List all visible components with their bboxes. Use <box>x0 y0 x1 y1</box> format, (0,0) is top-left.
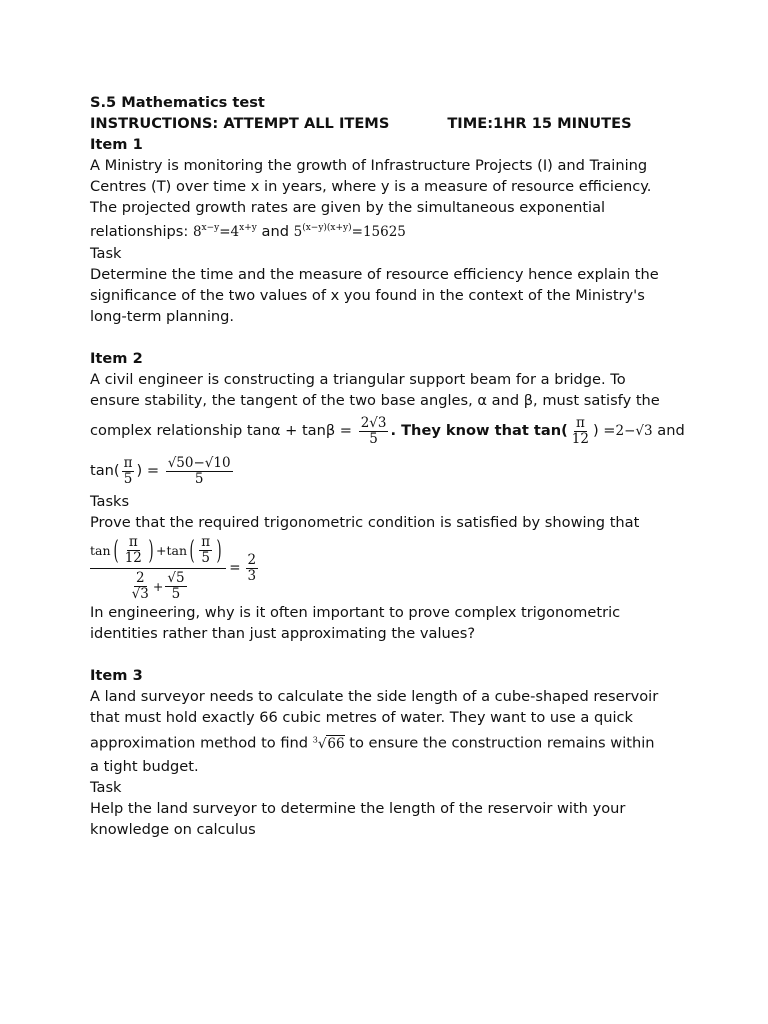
tan-text: tan <box>90 543 111 558</box>
spacer <box>90 327 690 348</box>
plus-sign: + <box>152 579 164 594</box>
fraction-denominator: 3 <box>247 568 257 584</box>
equation2-rhs: =15625 <box>351 224 406 240</box>
item2-line: A civil engineer is constructing a triangular support beam for a bridge. To <box>90 371 626 388</box>
item2-heading: Item 2 <box>90 350 143 367</box>
item3-line: a tight budget. <box>90 757 199 775</box>
fraction-pi-over-12 <box>123 535 144 566</box>
relationship-mid: . They know that tan( <box>390 422 568 439</box>
fraction-pi-over-5 <box>199 535 212 566</box>
item1-equations-line <box>90 218 690 243</box>
item3-task-line: Help the land surveyor to determine the length of the reservoir with your <box>90 799 626 817</box>
fraction-numerator: 2√3 <box>360 414 387 431</box>
item1-task-label: Task <box>90 245 122 262</box>
item3-heading: Item 3 <box>90 667 143 684</box>
fraction-2root3-over-5 <box>359 416 389 447</box>
line-suffix: to ensure the construction remains within <box>344 734 655 752</box>
right-paren: ) <box>216 535 222 566</box>
tan-text: tan <box>166 543 188 558</box>
item2-line: ensure stability, the tangent of the two base angles, α and β, must satisfy the <box>90 392 660 409</box>
relationship-after: ) = <box>592 422 616 439</box>
item2-question-line: In engineering, why is it often important to prove complex trigonometric <box>90 604 621 621</box>
fraction-2-over-root3 <box>130 571 151 602</box>
fraction-denominator: 5 <box>194 470 204 487</box>
proof-denominator <box>128 569 189 602</box>
fraction-denominator: √3 <box>131 586 149 602</box>
item3-task-line: knowledge on calculus <box>90 820 256 838</box>
fraction-numerator: π <box>575 414 585 431</box>
item3-line: that must hold exactly 66 cubic metres of water. They want to use a quick <box>90 709 634 726</box>
item1-line: The projected growth rates are given by the simultaneous exponential <box>90 199 606 216</box>
fraction-2-over-3 <box>246 553 259 584</box>
item3-task-label: Task <box>90 778 122 796</box>
root-value: 66 <box>327 735 345 752</box>
fraction-denominator: 5 <box>201 550 210 566</box>
item1-task-line: significance of the two values of x you found in the context of the Ministry's <box>90 287 645 304</box>
fraction-pi-over-12 <box>570 416 591 447</box>
document-page <box>90 92 690 840</box>
item1-heading: Item 1 <box>90 136 143 153</box>
fraction-denominator: 5 <box>369 430 378 447</box>
fraction-numerator: π <box>201 534 211 550</box>
fraction-numerator: π <box>128 534 138 550</box>
tan-pi-12-value: 2−√3 <box>615 423 653 439</box>
relationship-prefix: complex relationship tanα + tanβ = <box>90 422 357 439</box>
item1-line-prefix: relationships: <box>90 223 193 240</box>
instructions-row <box>90 113 690 134</box>
equation2-base: 5 <box>293 224 303 240</box>
plus-sign: + <box>156 543 167 558</box>
proof-equation <box>90 535 690 602</box>
page-title: S.5 Mathematics test <box>90 94 265 111</box>
fraction-numerator: 2 <box>135 570 145 586</box>
fraction-numerator: 2 <box>247 552 257 568</box>
item1-task-line: long-term planning. <box>90 308 235 325</box>
fraction-root5-over-5 <box>165 571 186 602</box>
time-text: TIME:1HR 15 MINUTES <box>447 115 632 132</box>
item2-tan-pi-5-line <box>90 451 690 491</box>
instructions-text: INSTRUCTIONS: ATTEMPT ALL ITEMS <box>90 115 390 132</box>
and-text: and <box>256 223 294 240</box>
line-prefix: approximation method to find <box>90 734 313 752</box>
fraction-denominator: 5 <box>123 470 133 487</box>
proof-main-fraction <box>90 535 226 602</box>
equation1-base: 8 <box>192 224 202 240</box>
item2-question-line: identities rather than just approximating the values? <box>90 625 476 642</box>
equation1-exponent2: x+y <box>239 223 257 233</box>
equals-sign: = <box>229 560 241 576</box>
item3-cube-root-line <box>90 728 690 756</box>
fraction-denominator: 5 <box>171 586 181 602</box>
tan-mid: ) = <box>136 462 164 479</box>
root-index: 3 <box>312 735 318 744</box>
item1-line: A Ministry is monitoring the growth of Infrastructure Projects (I) and Training <box>90 157 648 174</box>
equation1-mid: =4 <box>219 224 240 240</box>
item2-tasks-label: Tasks <box>90 493 130 510</box>
fraction-numerator: π <box>123 454 133 471</box>
item2-task-line: Prove that the required trigonometric condition is satisfied by showing that <box>90 514 640 531</box>
fraction-root50-minus-root10-over-5 <box>166 456 233 487</box>
fraction-denominator: 12 <box>571 430 589 447</box>
proof-numerator <box>90 535 226 569</box>
equation2-exponent: (x−y)(x+y) <box>302 223 352 233</box>
left-paren: ( <box>189 535 195 566</box>
item2-relationship-line <box>90 411 690 451</box>
left-paren: ( <box>113 535 119 566</box>
fraction-pi-over-5 <box>122 456 135 487</box>
fraction-numerator: √5 <box>167 570 185 586</box>
tan-prefix: tan( <box>90 462 120 479</box>
fraction-numerator: √50−√10 <box>167 454 231 471</box>
cube-root-66: $^3$√66 <box>312 735 345 752</box>
equation1-exponent: x−y <box>201 223 220 233</box>
item1-line: Centres (T) over time x in years, where y is a measure of resource efficiency. <box>90 178 652 195</box>
right-paren: ) <box>148 535 154 566</box>
item3-line: A land surveyor needs to calculate the side length of a cube-shaped reservoir <box>90 688 659 705</box>
item1-task-line: Determine the time and the measure of resource efficiency hence explain the <box>90 266 659 283</box>
fraction-denominator: 12 <box>124 550 142 566</box>
spacer <box>90 644 690 665</box>
relationship-end: and <box>652 422 685 439</box>
